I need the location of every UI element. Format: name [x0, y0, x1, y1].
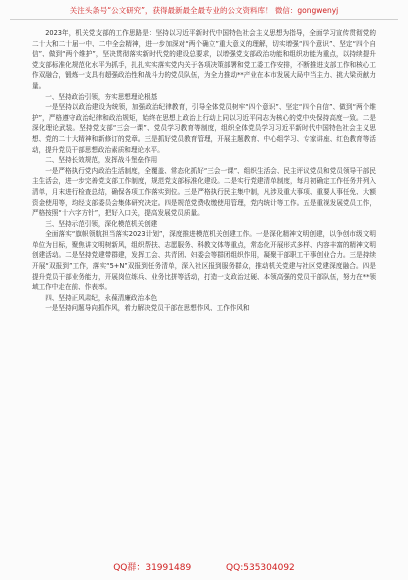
header-divider [10, 19, 398, 20]
section-paragraph-3: 全面落实“旗帜领航担当落实2023计划”，深度推进模范机关创建工作。一是深化精神文明创建，以争创市级文明单位为目标，聚焦讲文明树新风，组织帮扶、志愿服务、科教文体等重点，常态化开展形式多样、内容丰富的精神文明创建活动。二是坚持党建带群建，发挥工会、共青团、妇委会等群团组织作用，凝聚干部职工干事创业合力。三是持续开展“双报到”工作，落实“5+N”双报到任务清单，深入社区报到服务群众，推动机关党建与社区党建深度融合。四是提升党员干部业务能力，开展岗位练兵、业务比拼等活动，打造一支政治过硬、本领高强的党员干部队伍，努力在**领域工作中走在前、作表率。 [32, 230, 376, 292]
section-heading-3: 三、坚持示范引领，深化模范机关创建 [45, 219, 158, 228]
section-heading-2: 二、坚持长效规范，发挥战斗堡垒作用 [45, 156, 158, 165]
document-body [32, 28, 376, 314]
section-heading-4: 四、坚持正风肃纪，永葆清廉政治本色 [45, 293, 158, 302]
qq-label: QQ:535304092 [226, 563, 295, 573]
section-paragraph-4: 一是坚持问题导向抓作风，着力解决党员干部在思想作风、工作作风和 [45, 304, 250, 313]
intro-paragraph: 2023年，机关党支部的工作思路是：坚持以习近平新时代中国特色社会主义思想为指导，全面学习宣传贯彻党的二十大和二十届一中、二中全会精神，进一步加深对“两个确立”重大意义的理解，切实增强“四个意识”、坚定“四个自信”、做到“两个维护”，坚决贯彻落实新时代党的建设总要求，以增强党支部政治功能和组织功能为重点，以持续提升党支部标准化规范化水平为抓手，扎扎实实落实党内关于各项决策部署和党工委工作安排，不断推进支部工作和核心工作双融合，锻炼一支具有超强政治性和战斗力的党员队伍，为全力推动**产业在本市发展大局中当主力、挑大梁贡献力量。 [32, 29, 376, 90]
contact-footer [0, 562, 408, 574]
qq-group-label: QQ群：31991489 [113, 563, 192, 573]
section-paragraph-1: 一是坚持以政治建设为统领，加强政治纪律教育，引导全体党员树牢“四个意识”、坚定“四个自信”、做到“两个维护”，严格遵守政治纪律和政治规矩，始终在思想上政治上行动上同以习近平同志为核心的党中央保持高度一致。二是深化理论武装。坚持党支部“三会一课”、党员学习教育等制度，组织全体党员学习习近平新时代中国特色社会主义思想、党的二十大精神和新修订的党章。三是抓好党员教育管理，开展主题教育、中心组学习、专家讲座、红色教育等活动，提升党员干部思想政治素质和理论水平。 [32, 103, 376, 154]
section-paragraph-2: 一是严格执行党内政治生活制度，全覆盖、常态化抓好“三会一课”、组织生活会、民主评议党员和党员领导干部民主生活会，进一步完善党支部工作制度，规范党支部标准化建设。二是实行党建清单制度，每月初确定工作任务并列入清单，月末进行检查总结，确保各项工作落实到位。三是严格执行民主集中制，凡涉及重大事项、重要人事任免、大额资金使用等，均经支部委员会集体研究决定。四是规范党费收缴使用管理，党内统计等工作。五是重视发展党员工作，严格按照“十六字方针”，把好入口关，提高发展党员质量。 [32, 166, 376, 218]
section-heading-1: 一、坚持政治引领，夯实思想理论根基 [45, 92, 158, 101]
promo-banner: 关注头条号“公文研究”，获得最新最全最专业的公文资料库！ 微信：gongwenyj [69, 6, 339, 15]
